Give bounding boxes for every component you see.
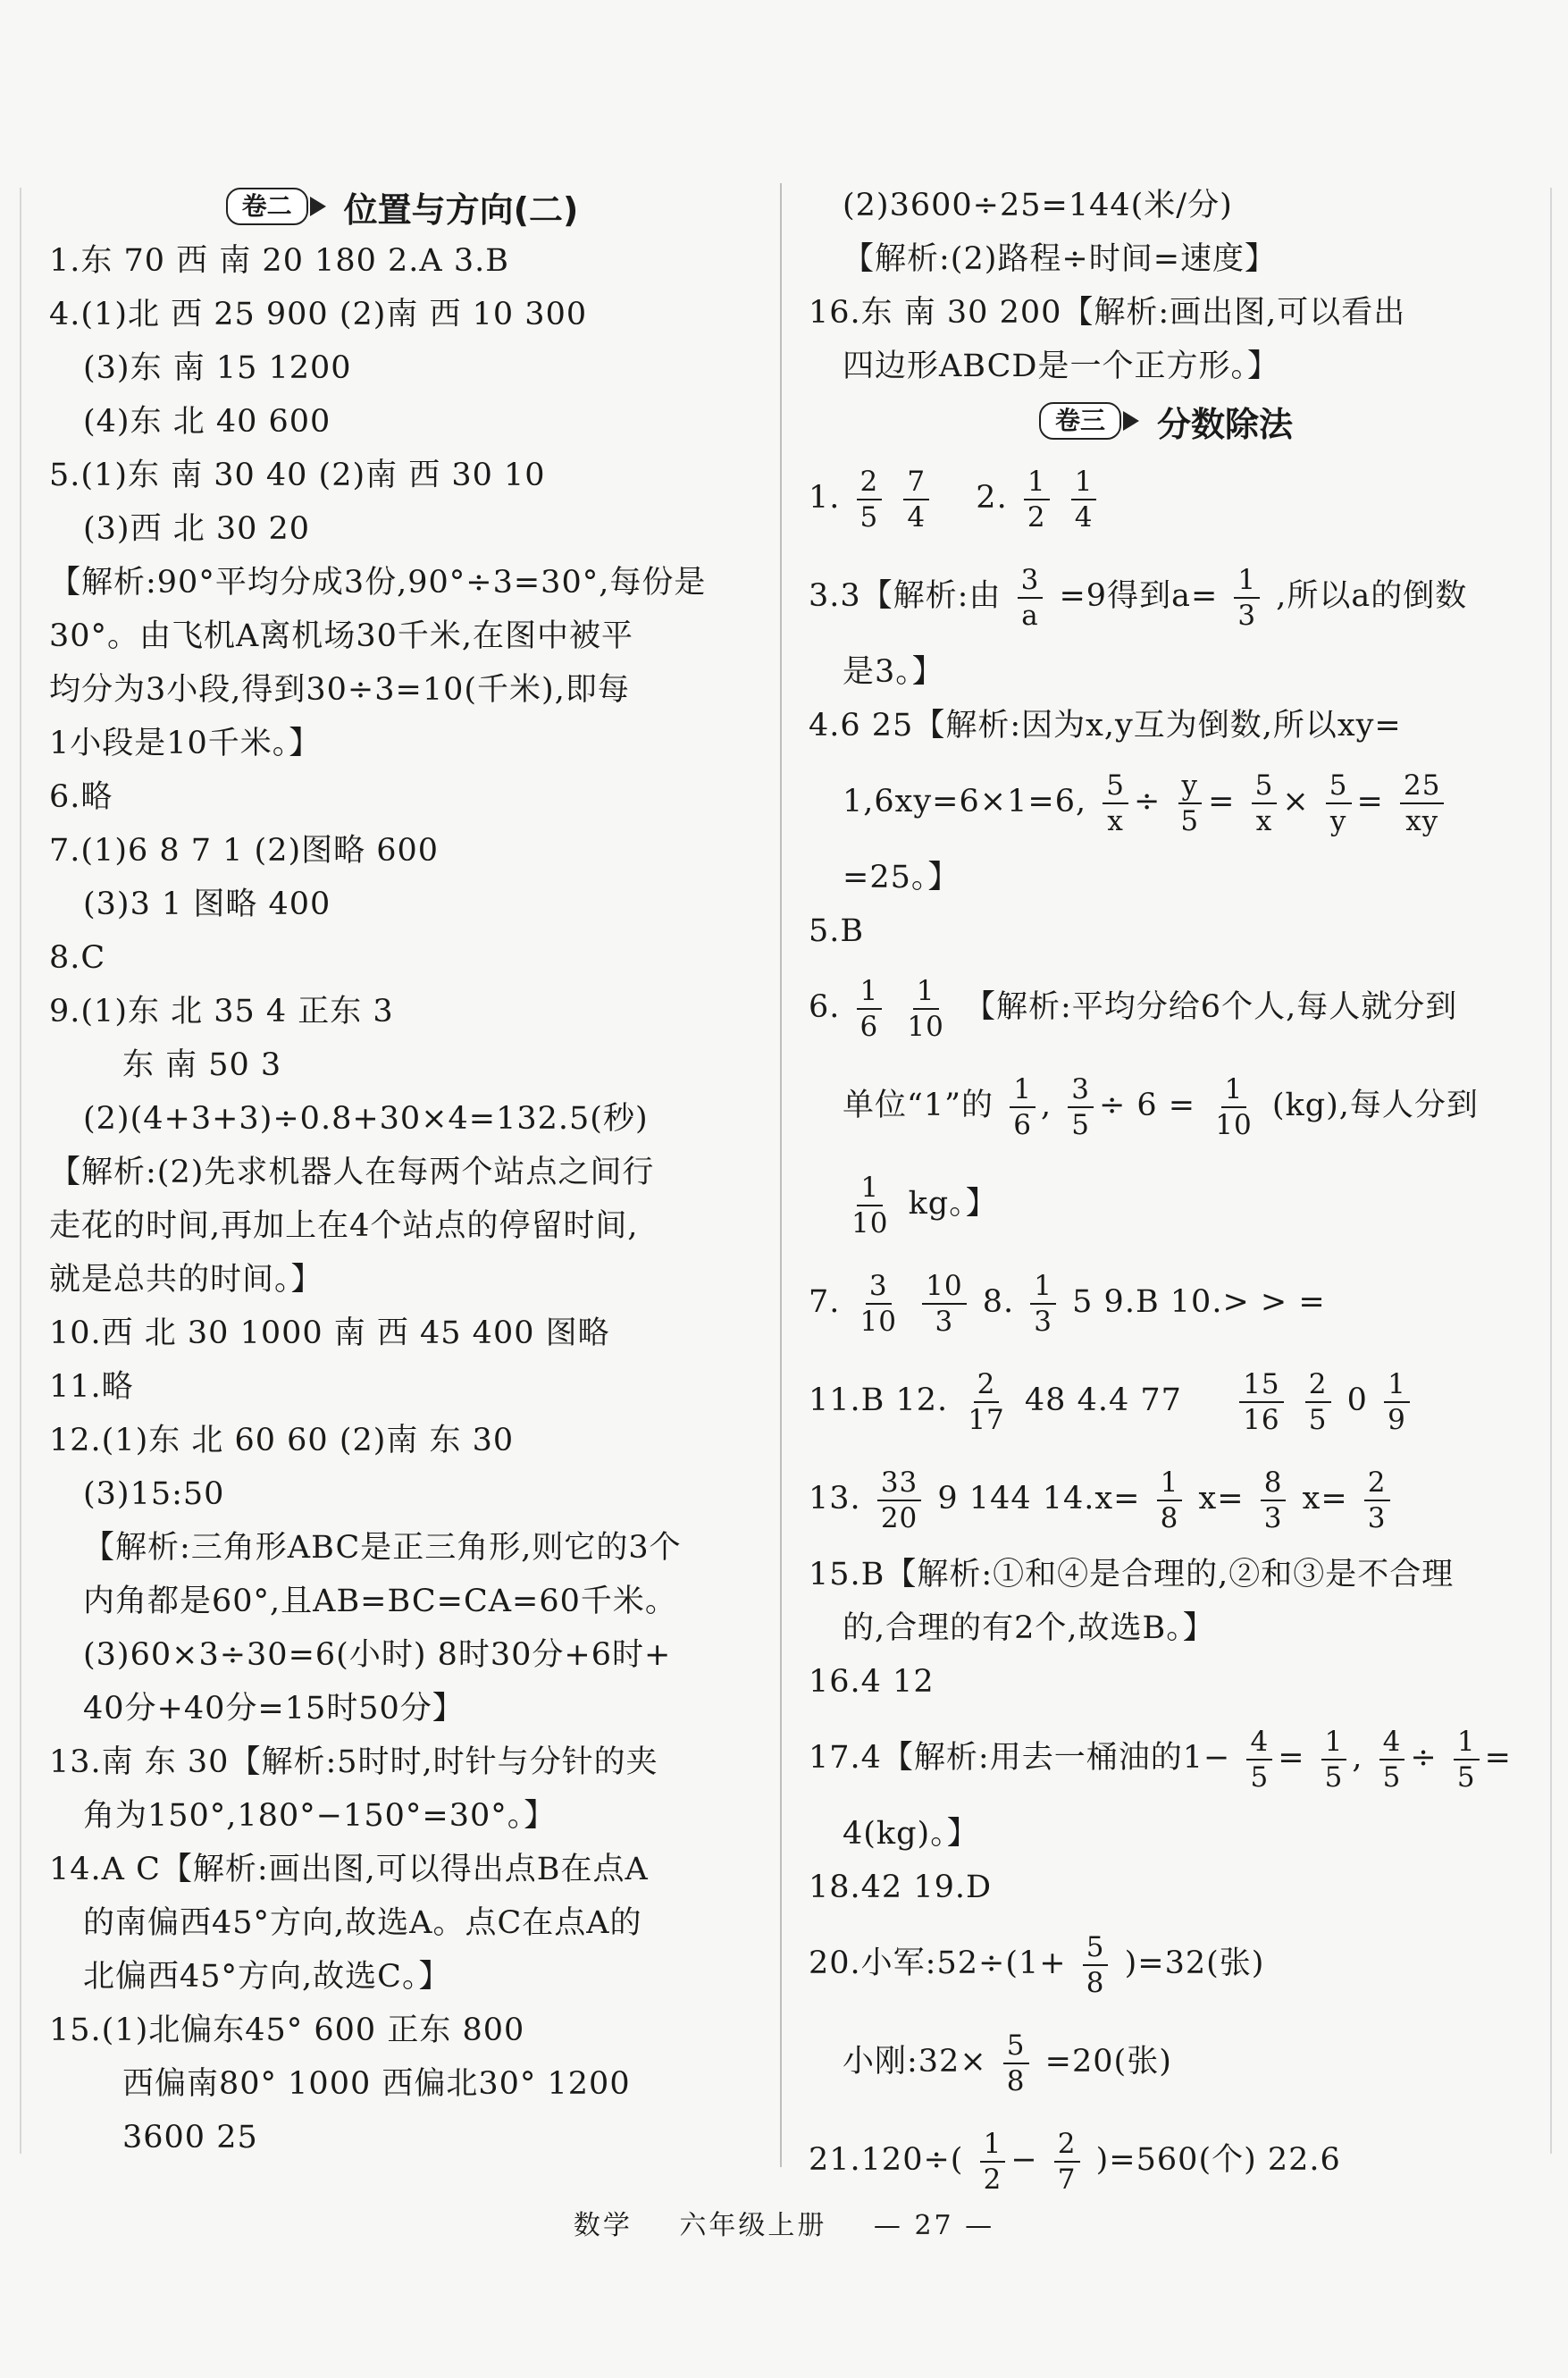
- analysis-line: [809, 1155, 1523, 1253]
- analysis-line: 是3。】: [843, 654, 944, 690]
- numerator: 1: [1157, 1466, 1183, 1501]
- text-run: =20(张): [1044, 2044, 1172, 2080]
- answer-line: 4.(1)北 西 25 900 (2)南 西 10 300: [49, 297, 588, 332]
- answer-line: 3600 25: [122, 2120, 258, 2155]
- numerator: 1: [1234, 563, 1260, 599]
- denominator: 5: [1180, 804, 1200, 837]
- analysis-line: 的南偏西45°方向,故选A。点C在点A的: [83, 1905, 642, 1941]
- numerator: 1: [913, 974, 939, 1010]
- fraction: [1305, 1367, 1331, 1437]
- analysis-line: 均分为3小段,得到30÷3=10(千米),即每: [49, 672, 630, 708]
- text-run: 1,6xy=6×1=6,: [843, 784, 1087, 819]
- fraction: [1246, 1725, 1272, 1794]
- page-edge-right: [1550, 188, 1552, 2154]
- fraction: [1010, 1072, 1036, 1142]
- denominator: 2: [983, 2163, 1002, 2196]
- page-number: — 27 —: [873, 2210, 995, 2241]
- analysis-line: 北偏西45°方向,故选C。】: [83, 1959, 451, 1995]
- answer-line: 12.(1)东 北 60 60 (2)南 东 30: [49, 1423, 515, 1458]
- answer-line: 13.南 东 30【解析:5时时,时针与分针的夹: [49, 1744, 658, 1780]
- fraction: [1103, 769, 1128, 838]
- column-divider: [780, 183, 782, 2167]
- right-column: [809, 179, 1523, 2209]
- answer-line: 10.西 北 30 1000 南 西 45 400 图略: [49, 1315, 610, 1351]
- denominator: 3: [1237, 599, 1257, 632]
- analysis-line: 就是总共的时间。】: [49, 1262, 323, 1298]
- fraction: [1234, 563, 1260, 633]
- text-run: 单位“1”的: [843, 1088, 994, 1123]
- answer-line: (2)3600÷25=144(米/分): [843, 188, 1233, 223]
- denominator: 5: [1250, 1760, 1270, 1794]
- fraction: [848, 1171, 892, 1240]
- answer-line: 6. $\frac{1}{6}$ $\frac{1}{10}$ 【解析:平均分给6个人,每人就分到: [809, 974, 1458, 1043]
- numerator: 4: [1379, 1725, 1405, 1760]
- fraction: [1321, 1725, 1347, 1794]
- numerator: 2: [1054, 2127, 1080, 2163]
- denominator: 4: [1074, 500, 1094, 534]
- numerator: 2: [857, 465, 883, 500]
- answer-line: 21.120÷( $\frac{1}{2}$ − $\frac{2}{7}$ )=560(个) 22.6: [809, 2127, 1341, 2196]
- denominator: 8: [1006, 2064, 1026, 2097]
- answer-line: 1.东 70 西 南 20 180 2.A 3.B: [49, 243, 509, 279]
- text-run: 21.120÷(: [809, 2142, 964, 2178]
- text-run: ,所以a的倒数: [1276, 578, 1468, 614]
- analysis-line: 30°。由飞机A离机场30千米,在图中被平: [49, 618, 633, 654]
- answer-line: (3)东 南 15 1200: [83, 350, 352, 386]
- answer-line: 7. $\frac{3}{10}$ $\frac{10}{3}$ 8. $\frac{1}{3}$ 5 9.B 10.> > =: [809, 1269, 1326, 1338]
- section-heading-juan2: [49, 179, 755, 234]
- denominator: 8: [1160, 1501, 1179, 1534]
- fraction: [857, 974, 883, 1044]
- numerator: 1: [980, 2127, 1006, 2163]
- numerator: 1: [1071, 465, 1097, 500]
- answer-line: 6.略: [49, 779, 113, 815]
- numerator: 5: [1083, 1930, 1109, 1966]
- denominator: 10: [859, 1305, 897, 1338]
- fraction: [857, 465, 883, 534]
- denominator: y: [1329, 804, 1347, 837]
- fraction: [1177, 769, 1203, 838]
- answer-line: 15.(1)北偏东45° 600 正东 800: [49, 2012, 525, 2048]
- analysis-line: 内角都是60°,且AB=BC=CA=60千米。: [83, 1584, 677, 1619]
- denominator: 7: [1057, 2163, 1077, 2196]
- denominator: 3: [1367, 1501, 1387, 1534]
- analysis-line: 40分+40分=15时50分】: [83, 1691, 465, 1727]
- fraction: [857, 1269, 901, 1339]
- denominator: 20: [880, 1501, 918, 1534]
- fraction: [1068, 1072, 1094, 1142]
- page-footer: [0, 2203, 1568, 2242]
- text-run: =9得到a=: [1059, 578, 1219, 614]
- fraction: [1364, 1466, 1390, 1535]
- fraction: [1054, 2127, 1080, 2197]
- fraction: [1384, 1367, 1410, 1437]
- denominator: 16: [1243, 1403, 1280, 1436]
- numerator: 1: [857, 974, 883, 1010]
- footer-subject: 数学: [573, 2210, 633, 2241]
- answer-line: 7.(1)6 8 7 1 (2)图略 600: [49, 833, 440, 869]
- answer-line: (3)3 1 图略 400: [83, 886, 331, 922]
- text-run: 5 9.B 10.> > =: [1072, 1284, 1326, 1320]
- fraction: [1024, 465, 1050, 534]
- numerator: 25: [1400, 769, 1444, 804]
- denominator: 10: [907, 1010, 944, 1043]
- section-badge: 卷三: [1039, 402, 1121, 440]
- text-run: 小刚:32×: [843, 2044, 987, 2080]
- fraction: [1018, 563, 1044, 633]
- answer-line: 西偏南80° 1000 西偏北30° 1200: [122, 2066, 631, 2102]
- analysis-line: 【解析:三角形ABC是正三角形,则它的3个: [83, 1530, 682, 1566]
- numerator: 5: [1103, 769, 1128, 804]
- denominator: 5: [1324, 1760, 1344, 1794]
- fraction: [1030, 1269, 1056, 1339]
- analysis-line: 1小段是10千米。】: [49, 726, 322, 761]
- fraction: [922, 1269, 966, 1339]
- text-run: 17.4【解析:用去一桶油的1−: [809, 1740, 1231, 1776]
- fraction: [1071, 465, 1097, 534]
- section-title: 位置与方向(二): [343, 189, 579, 230]
- denominator: 3: [1263, 1501, 1283, 1534]
- numerator: y: [1178, 769, 1203, 804]
- left-column: [49, 179, 755, 2164]
- numerator: 1: [857, 1171, 883, 1206]
- answer-line: 9.(1)东 北 35 4 正东 3: [49, 994, 394, 1029]
- numerator: 33: [877, 1466, 921, 1501]
- numerator: 1: [1384, 1367, 1410, 1403]
- denominator: 5: [1382, 1760, 1402, 1794]
- numerator: 2: [1305, 1367, 1331, 1403]
- denominator: 8: [1086, 1966, 1105, 1999]
- numerator: 8: [1261, 1466, 1287, 1501]
- answer-line: 5.(1)东 南 30 40 (2)南 西 30 10: [49, 458, 546, 493]
- denominator: 6: [1013, 1108, 1032, 1141]
- answer-line: 15.B【解析:①和④是合理的,②和③是不合理: [809, 1557, 1455, 1592]
- fraction: [1212, 1072, 1255, 1142]
- text-run: )=32(张): [1124, 1945, 1265, 1981]
- answer-line: (4)东 北 40 600: [83, 404, 331, 440]
- answer-line: 13. $\frac{33}{20}$ 9 144 14.x= $\frac{1}{8}$ x= $\frac{8}{3}$ x= $\frac{2}{3}$: [809, 1449, 1523, 1548]
- numerator: 2: [1364, 1466, 1390, 1501]
- answer-line: [809, 2012, 1523, 2111]
- numerator: 1: [1454, 1725, 1480, 1760]
- section-title: 分数除法: [1157, 404, 1294, 444]
- analysis-line: 角为150°,180°−150°=30°。】: [83, 1798, 557, 1834]
- denominator: 3: [935, 1305, 954, 1338]
- denominator: xy: [1405, 804, 1439, 837]
- denominator: 9: [1388, 1403, 1406, 1436]
- denominator: 17: [968, 1403, 1005, 1436]
- denominator: a: [1021, 599, 1039, 632]
- denominator: 4: [907, 500, 927, 534]
- fraction: [1454, 1725, 1480, 1794]
- numerator: 5: [1003, 2029, 1029, 2064]
- answer-line: 东 南 50 3: [122, 1047, 282, 1083]
- numerator: 1: [1221, 1072, 1247, 1108]
- numerator: 5: [1326, 769, 1352, 804]
- numerator: 1: [1010, 1072, 1036, 1108]
- numerator: 7: [903, 465, 929, 500]
- fraction: [964, 1367, 1008, 1437]
- numerator: 3: [866, 1269, 892, 1305]
- fraction: [1252, 769, 1278, 838]
- answer-line: 17.4【解析:用去一桶油的1− $\frac{4}{5}$ = $\frac{1}{5}$ , $\frac{4}{5}$ ÷ $\frac{1}{5}$ =: [809, 1725, 1512, 1794]
- fraction: [1326, 769, 1352, 838]
- answer-line: 8.C: [49, 940, 106, 976]
- fraction: [1239, 1367, 1283, 1437]
- fraction: [1003, 2029, 1029, 2098]
- analysis-line: 【解析:(2)路程÷时间=速度】: [843, 241, 1278, 277]
- denominator: 10: [1215, 1108, 1253, 1141]
- numerator: 1: [1030, 1269, 1056, 1305]
- answer-line: 16.4 12: [809, 1664, 935, 1700]
- numerator: 1: [1321, 1725, 1347, 1760]
- answer-line: 14.A C【解析:画出图,可以得出点B在点A: [49, 1852, 649, 1887]
- fraction: [1379, 1725, 1405, 1794]
- answer-line: (3)西 北 30 20: [83, 511, 311, 547]
- denominator: 5: [859, 500, 879, 534]
- text-run: (kg),每人分到: [1271, 1088, 1479, 1123]
- fraction: [903, 465, 929, 534]
- analysis-line: 的,合理的有2个,故选B。】: [843, 1610, 1215, 1646]
- fraction: [877, 1466, 921, 1535]
- text-run: 9 144 14.x=: [937, 1481, 1141, 1517]
- text-run: 11.B 12.: [809, 1382, 949, 1418]
- fraction: [1157, 1466, 1183, 1535]
- analysis-line: 单位“1”的 $\frac{1}{6}$ , $\frac{3}{5}$ ÷ 6 = $\frac{1}{10}$ (kg),每人分到: [843, 1072, 1479, 1141]
- answer-line: (2)(4+3+3)÷0.8+30×4=132.5(秒): [83, 1101, 649, 1137]
- text-run: kg。】: [908, 1186, 998, 1222]
- analysis-line: 【解析:(2)先求机器人在每两个站点之间行: [49, 1155, 655, 1190]
- page-edge-left: [20, 188, 21, 2154]
- numerator: 10: [922, 1269, 966, 1305]
- fraction: [903, 974, 947, 1044]
- section-badge: 卷二: [226, 188, 308, 225]
- denominator: 10: [851, 1206, 889, 1239]
- answer-line: 11.B 12. $\frac{2}{17}$ 48 4.4 77 $\frac{15}{16}$ $\frac{2}{5}$ 0 $\frac{1}{9}$: [809, 1351, 1523, 1449]
- answer-line: 5.B: [809, 913, 865, 949]
- analysis-line: 走花的时间,再加上在4个站点的停留时间,: [49, 1208, 639, 1244]
- fraction: [980, 2127, 1006, 2197]
- denominator: x: [1255, 804, 1273, 837]
- answer-line: [809, 547, 1523, 645]
- numerator: 5: [1252, 769, 1278, 804]
- answer-line: 11.略: [49, 1369, 134, 1405]
- numerator: 3: [1068, 1072, 1094, 1108]
- analysis-line: (3)60×3÷30=6(小时) 8时30分+6时+: [83, 1637, 672, 1673]
- fraction: [1261, 1466, 1287, 1535]
- fraction: [1400, 769, 1444, 838]
- text-run: )=560(个) 22.6: [1095, 2142, 1341, 2178]
- denominator: 5: [1456, 1760, 1476, 1794]
- text-run: 【解析:平均分给6个人,每人就分到: [964, 989, 1458, 1025]
- numerator: 3: [1018, 563, 1044, 599]
- section-heading-juan3: [809, 393, 1523, 449]
- analysis-line: 1,6xy=6×1=6, $\frac{5}{x}$ ÷ $\frac{y}{5}$ = $\frac{5}{x}$ × $\frac{5}{y}$ = $\frac{25}{xy}$: [809, 752, 1523, 851]
- answer-line: 18.42 19.D: [809, 1870, 993, 1905]
- text-run: 48 4.4 77: [1024, 1382, 1182, 1418]
- analysis-line: =25。】: [843, 860, 960, 895]
- numerator: 1: [1024, 465, 1050, 500]
- numerator: 15: [1239, 1367, 1283, 1403]
- footer-grade: 六年级上册: [679, 2210, 827, 2241]
- numerator: 2: [974, 1367, 1000, 1403]
- analysis-line: 四边形ABCD是一个正方形。】: [843, 349, 1279, 384]
- denominator: 3: [1034, 1305, 1053, 1338]
- text-run: 3.3【解析:由: [809, 578, 1002, 614]
- answer-line: (3)15:50: [83, 1476, 225, 1512]
- answer-line: 4.6 25【解析:因为x,y互为倒数,所以xy=: [809, 708, 1402, 744]
- analysis-line: 【解析:90°平均分成3份,90°÷3=30°,每份是: [49, 565, 707, 601]
- numerator: 4: [1246, 1725, 1272, 1760]
- denominator: 2: [1027, 500, 1046, 534]
- answer-line: 1. $\frac{2}{5}$ $\frac{7}{4}$ 2. $\frac{1}{2}$ $\frac{1}{4}$: [809, 449, 1523, 547]
- text-run: 20.小军:52÷(1+: [809, 1945, 1067, 1981]
- answer-line: [809, 1914, 1523, 2012]
- answer-line: 16.东 南 30 200【解析:画出图,可以看出: [809, 295, 1406, 331]
- fraction: [1083, 1930, 1109, 2000]
- denominator: 5: [1308, 1403, 1328, 1436]
- denominator: 6: [859, 1010, 879, 1043]
- analysis-line: 4(kg)。】: [843, 1816, 979, 1852]
- denominator: 5: [1071, 1108, 1090, 1141]
- denominator: x: [1107, 804, 1124, 837]
